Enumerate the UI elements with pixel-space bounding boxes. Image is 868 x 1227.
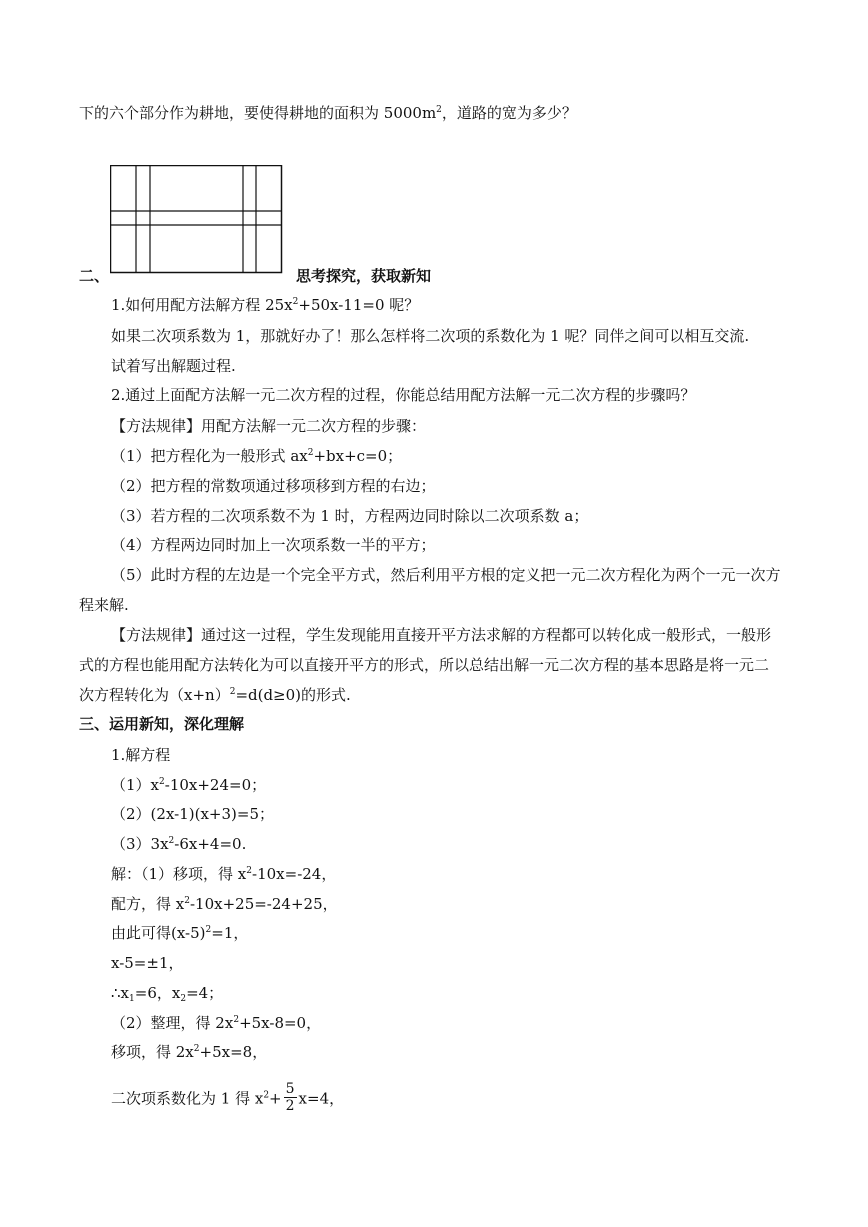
step-2: （2）把方程的常数项通过移项移到方程的右边； bbox=[111, 477, 436, 495]
fraction-numerator: 5 bbox=[285, 1081, 295, 1097]
solution-line-3: 由此可得$(x-5)^2=1$， bbox=[111, 924, 249, 942]
intro-superscript: 2 bbox=[436, 105, 442, 115]
field-road-diagram bbox=[110, 165, 286, 275]
solution-line-4: x-5=±1， bbox=[111, 954, 184, 972]
exercise-2: （2）(2x-1)(x+3)=5； bbox=[111, 805, 274, 823]
solution-line-8: 二次项系数化为 1 得 $x^2+$ $\frac{5}{2}$ x=4， bbox=[111, 1081, 345, 1114]
solution-line-1: 解：（1）移项，得 $x^2-10x=-24$， bbox=[111, 865, 337, 883]
summary-line-3: 次方程转化为$(x+n)^2=d(d\ge 0)$的形式. bbox=[79, 686, 351, 704]
step-1: （1）把方程化为一般形式 $ax^2+bx+c=0$； bbox=[111, 447, 403, 465]
intro-text-end: ，道路的宽为多少？ bbox=[441, 104, 577, 122]
intro-text: 下的六个部分作为耕地，要使得耕地的面积为 5000m bbox=[79, 104, 437, 122]
summary-line-1: 【方法规律】通过这一过程，学生发现能用直接开平方法求解的方程都可以转化成一般形式，一般形 bbox=[111, 626, 772, 644]
intro-line bbox=[79, 103, 577, 123]
solution-line-5: $\therefore x_1=6$，$x_2=4$； bbox=[111, 984, 224, 1004]
question-2: 2.通过上面配方法解一元二次方程的过程，你能总结用配方法解一元二次方程的步骤吗？ bbox=[111, 386, 696, 404]
step-5-line-1: （5）此时方程的左边是一个完全平方式，然后利用平方根的定义把一元二次方程化为两个一元一次方 bbox=[111, 566, 781, 584]
try-text: 试着写出解题过程. bbox=[111, 357, 236, 375]
summary-line-2: 式的方程也能用配方法转化为可以直接开平方的形式，所以总结出解一元二次方程的基本思路是将一元二 bbox=[79, 656, 770, 674]
solution-line-7: 移项，得 $2x^2+5x=8$， bbox=[111, 1043, 268, 1061]
fraction bbox=[284, 1081, 297, 1114]
hint-text: 如果二次项系数为 1，那就好办了！那么怎样将二次项的系数化为 1 呢？同伴之间可以相互交流. bbox=[111, 327, 750, 345]
fraction-denominator: 2 bbox=[285, 1098, 295, 1114]
exercise-heading: 1.解方程 bbox=[111, 746, 171, 764]
step-4: （4）方程两边同时加上一次项系数一半的平方； bbox=[111, 536, 436, 554]
section-2-number: 二、 bbox=[79, 267, 110, 285]
question-1: 1.如何用配方法解方程 $25x^2+50x-11=0$ 呢？ bbox=[111, 296, 420, 314]
exercise-1: $(1)x^2-10x+24=0$； bbox=[111, 776, 267, 794]
exercise-3: $(3)3x^2-6x+4=0$. bbox=[111, 835, 247, 853]
solution-line-6: （2）整理，得 $2x^2+5x-8=0$， bbox=[111, 1014, 322, 1032]
solution-line-2: 配方，得 $x^2-10x+25=-24+25$， bbox=[111, 895, 338, 913]
section-2-title: 思考探究，获取新知 bbox=[296, 267, 432, 285]
step-3: （3）若方程的二次项系数不为 1 时，方程两边同时除以二次项系数 a； bbox=[111, 507, 589, 525]
method-heading: 【方法规律】用配方法解一元二次方程的步骤： bbox=[111, 417, 427, 435]
section-3-title: 三、运用新知，深化理解 bbox=[79, 715, 245, 733]
step-5-line-2: 程来解. bbox=[79, 596, 129, 614]
